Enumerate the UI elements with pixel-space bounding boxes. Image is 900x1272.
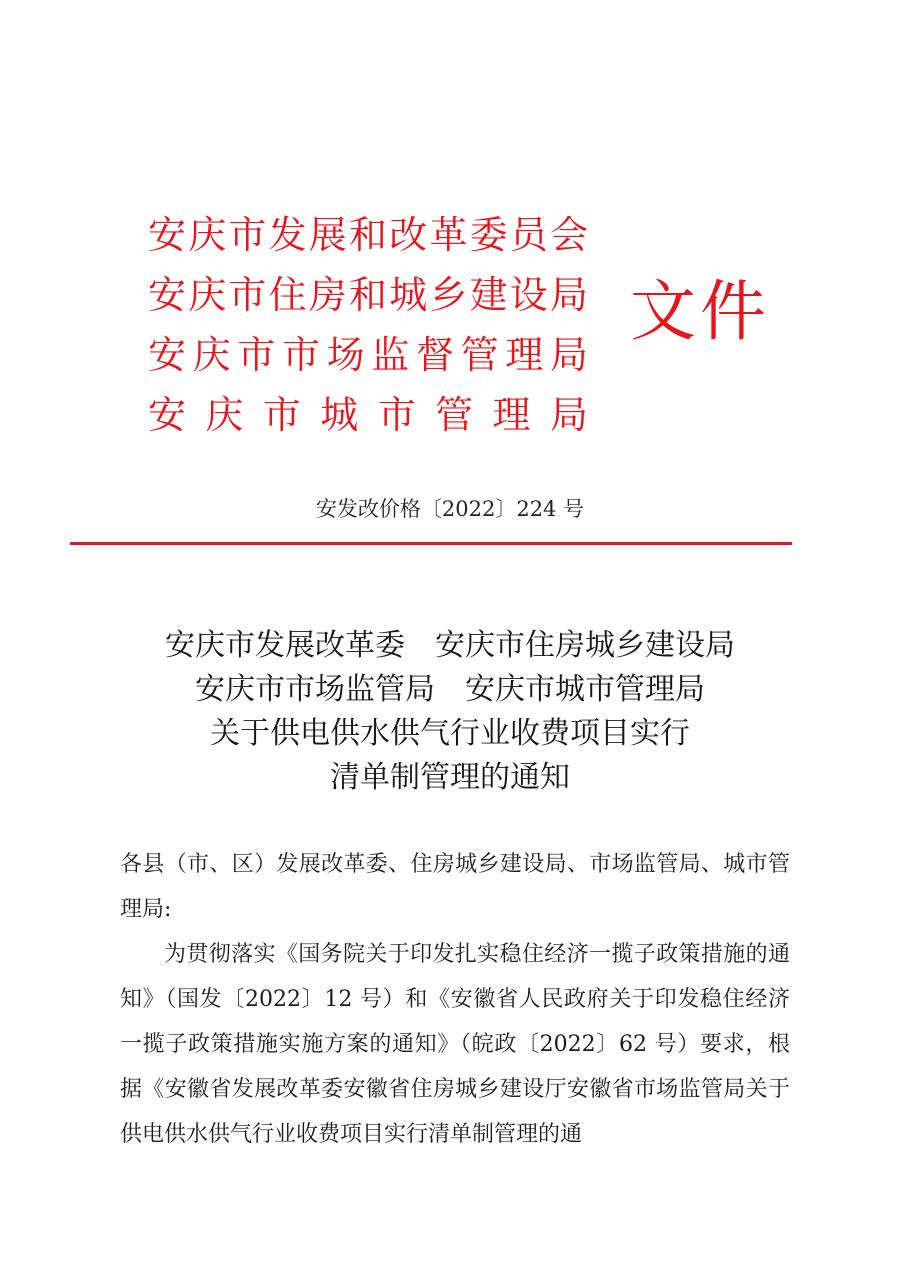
document-label: 文件 <box>630 273 770 350</box>
salutation: 各县（市、区）发展改革委、住房城乡建设局、市场监管局、城市管理局: <box>120 852 790 922</box>
document-title <box>0 624 900 800</box>
document-number: 安发改价格〔2022〕224 号 <box>315 497 585 521</box>
title-line: 关于供电供水供气行业收费项目实行 <box>210 716 690 751</box>
title-line: 安庆市发展改革委 安庆市住房城乡建设局 <box>165 628 735 663</box>
red-divider-line <box>70 542 792 545</box>
document-body <box>120 842 790 1157</box>
title-line: 清单制管理的通知 <box>330 760 570 795</box>
title-line: 安庆市市场监管局 安庆市城市管理局 <box>195 672 705 707</box>
issuing-authorities <box>148 205 588 445</box>
issuer-housing-construction: 安庆市住房和城乡建设局 <box>148 273 588 317</box>
issuer-market-supervision: 安庆市市场监督管理局 <box>148 333 588 377</box>
body-paragraph: 为贯彻落实《国务院关于印发扎实稳住经济一揽子政策措施的通知》（国发〔2022〕12 号）和《安徽省人民政府关于印发稳住经济一揽子政策措施实施方案的通知》（皖政〔2022〕62 号）要求，根据《安徽省发展改革委安徽省住房城乡建设厅安徽省市场监管局关于供电供水供气行业收费项目实行清单制管理的通 <box>120 942 790 1147</box>
issuer-city-management: 安庆市城市管理局 <box>148 393 588 437</box>
issuer-development-reform: 安庆市发展和改革委员会 <box>148 213 588 257</box>
